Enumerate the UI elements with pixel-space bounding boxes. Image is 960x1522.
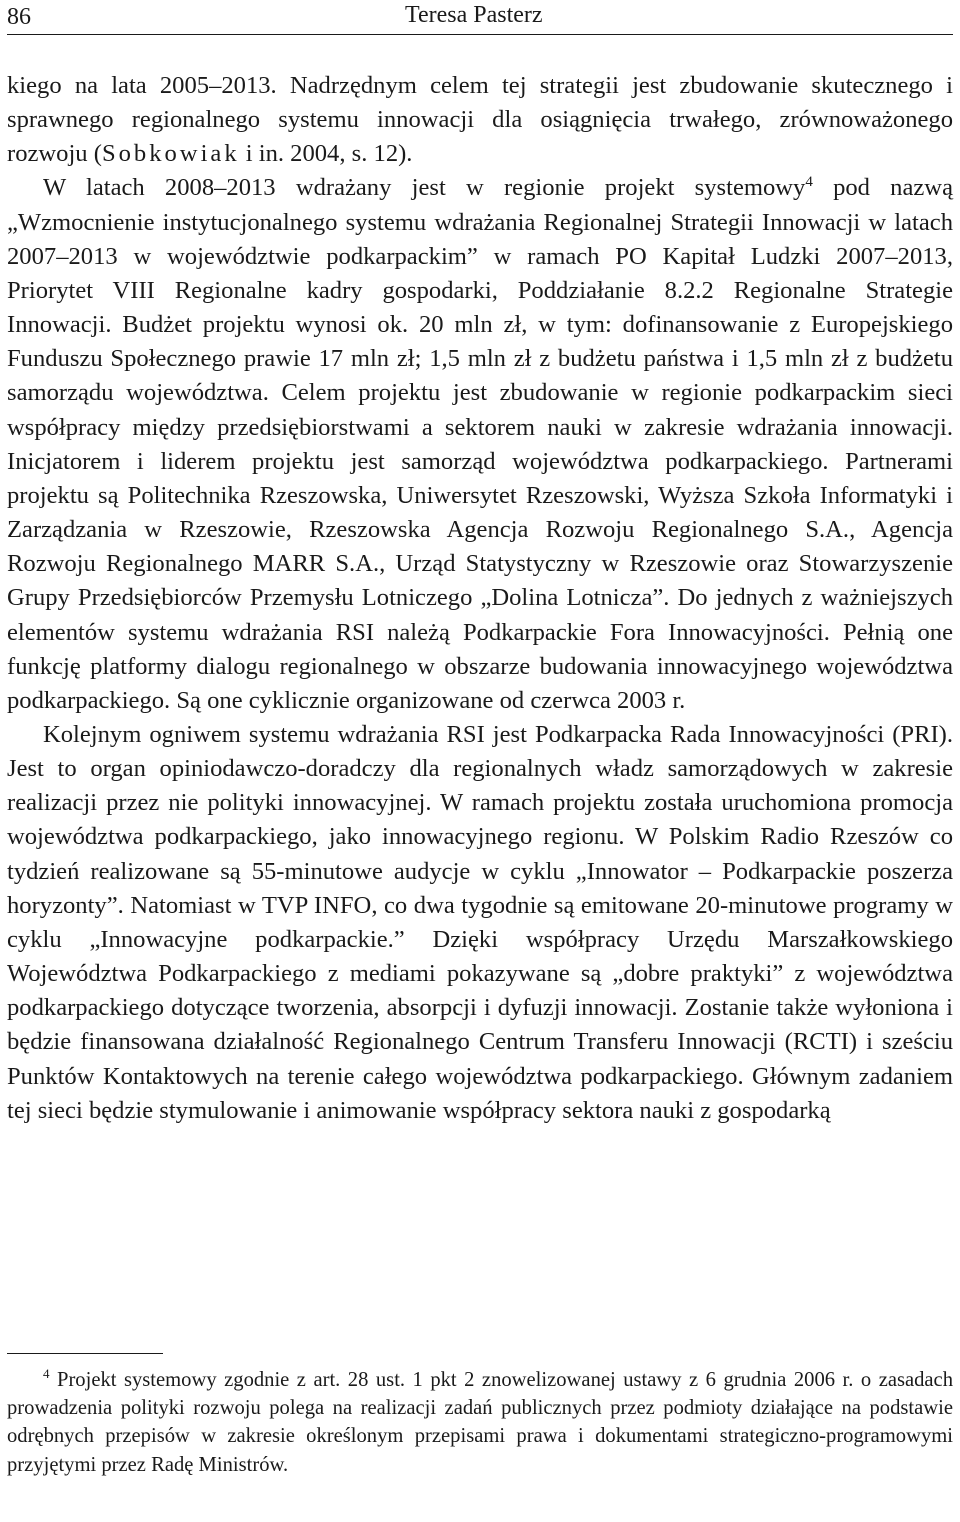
- footnote-reference: 4: [805, 174, 813, 191]
- footnote-number: 4: [43, 1366, 50, 1381]
- footnote: [7, 1366, 953, 1479]
- paragraph-text: W latach 2008–2013 wdrażany jest w regionie projekt systemowy: [43, 174, 806, 202]
- paragraph-text: kiego na lata 2005–2013. Nadrzędnym celem tej strategii jest zbudowanie skutecznego i sprawnego regionalnego systemu innowacji dla osiągnięcia trwałego, zrównoważonego rozwoju (: [7, 72, 953, 168]
- book-page: [7, 0, 953, 1476]
- footnote-separator: [7, 1353, 163, 1354]
- citation-author: Sobkowiak: [101, 140, 240, 168]
- paragraph-innovation-council: Kolejnym ogniwem systemu wdrażania RSI jest Podkarpacka Rada Innowacyjności (PRI). Jest to organ opiniodawczo-doradczy dla regionalnych władz samorządowych w zakresie realizacji przez nie polityki innowacyjnej. W ramach projektu została uruchomiona promocja województwa podkarpackiego, jako innowacyjnego regionu. W Polskim Radio Rzeszów co tydzień realizowane są 55-minutowe audycje w cyklu „Innowator – Podkarpackie poszerza horyzonty”. Natomiast w TVP INFO, co dwa tygodnie są emitowane 20-minutowe programy w cyklu „Innowacyjne podkarpackie.” Dzięki współpracy Urzędu Marszałkowskiego Województwa Podkarpackiego z mediami pokazywane są „dobre praktyki” z województwa podkarpackiego dotyczące tworzenia, absorpcji i dyfuzji innowacji. Zostanie także wyłoniona i będzie finansowana działalność Regionalnego Centrum Transferu Innowacji (RCTI) i sześciu Punktów Kontaktowych na terenie całego województwa podkarpackiego. Głównym zadaniem tej sieci będzie stymulowanie i animowanie współpracy sektora nauki z gospodarką: [7, 720, 953, 1124]
- paragraph-strategy-continuation: [7, 69, 953, 171]
- footnote-text: Projekt systemowy zgodnie z art. 28 ust. 1 pkt 2 znowelizowanej ustawy z 6 grudnia 2006 r. o zasadach prowadzenia polityki rozwoju polega na realizacji zadań publicznych przez podmioty działające na podstawie odrębnych przepisów w zakresie określonym przepisami prawa i dokumentami strategiczno-programowymi przyjętymi przez Radę Ministrów.: [7, 1369, 953, 1476]
- paragraph-text: pod nazwą „Wzmocnienie instytucjonalnego systemu wdrażania Regionalnej Strategii Innowacji w latach 2007–2013 w województwie podkarpackim” w ramach PO Kapitał Ludzki 2007–2013, Priorytet VIII Regionalne kadry gospodarki, Poddziałanie 8.2.2 Regionalne Strategie Innowacji. Budżet projektu wynosi ok. 20 mln zł, w tym: dofinansowanie z Europejskiego Funduszu Społecznego prawie 17 mln zł; 1,5 mln zł z budżetu państwa i 1,5 mln zł z budżetu samorządu województwa. Celem projektu jest zbudowanie w regionie podkarpackim sieci współpracy między przedsiębiorstwami a sektorem nauki w zakresie wdrażania innowacji. Inicjatorem i liderem projektu jest samorząd województwa podkarpackiego. Partnerami projektu są Politechnika Rzeszowska, Uniwersytet Rzeszowski, Wyższa Szkoła Informatyki i Zarządzania w Rzeszowie, Rzeszowska Agencja Rozwoju Regionalnego S.A., Agencja Rozwoju Regionalnego MARR S.A., Urząd Statystyczny w Rzeszowie oraz Stowarzyszenie Grupy Przedsiębiorców Przemysłu Lotniczego „Dolina Lotnicza”. Do jednych z ważniejszych elementów systemu wdrażania RSI należą Podkarpackie Fora Innowacyjności. Pełnią one funkcję platformy dialogu regionalnego w obszarze budowania innowacyjnego województwa podkarpackiego. Są one cyklicznie organizowane od czerwca 2003 r.: [7, 174, 953, 714]
- paragraph-system-project: [7, 171, 953, 718]
- paragraph-text: i in. 2004, s. 12).: [239, 140, 413, 168]
- page-header: [7, 0, 953, 35]
- running-head-author: Teresa Pasterz: [405, 2, 543, 28]
- page-number: 86: [7, 4, 31, 30]
- main-text: [7, 69, 953, 1128]
